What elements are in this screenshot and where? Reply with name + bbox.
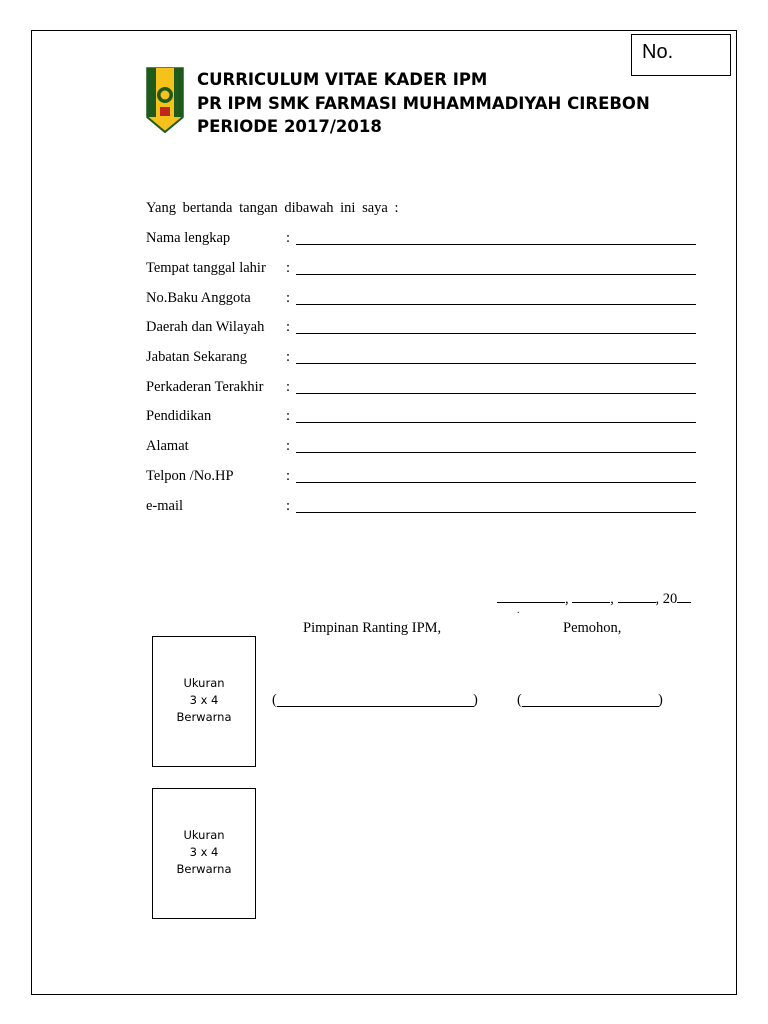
field-input-line[interactable] (296, 482, 696, 483)
number-label: No. (642, 41, 674, 63)
date-day-blank[interactable] (572, 588, 610, 603)
signature-right-open-paren: ( (517, 692, 522, 708)
date-sep-1: , (565, 591, 569, 607)
signature-left-line[interactable] (277, 706, 474, 707)
field-perkaderan-terakhir (146, 379, 696, 399)
signature-left-label: Pimpinan Ranting IPM, (303, 620, 442, 636)
title-line-3: PERIODE 2017/2018 (197, 117, 382, 136)
field-daerah-dan-wilayah (146, 319, 696, 339)
date-sep-2: , (610, 591, 614, 607)
signature-left-open-paren: ( (272, 692, 277, 708)
signature-right-label: Pemohon, (563, 620, 622, 636)
field-colon: : (286, 230, 291, 246)
photo-line-2: 3 x 4 (189, 845, 219, 859)
field-input-line[interactable] (296, 452, 696, 453)
photo-line-3: Berwarna (176, 862, 232, 876)
field-label: Daerah dan Wilayah (146, 319, 265, 335)
field-label: No.Baku Anggota (146, 290, 251, 306)
field-label: Tempat tanggal lahir (146, 260, 266, 276)
signature-right-line[interactable] (522, 706, 659, 707)
field-no-baku-anggota (146, 290, 696, 310)
field-jabatan-sekarang (146, 349, 696, 369)
intro-text: Yang bertanda tangan dibawah ini saya : (146, 200, 399, 216)
date-year-blank[interactable] (677, 588, 691, 603)
field-colon: : (286, 349, 291, 365)
field-label: Jabatan Sekarang (146, 349, 248, 365)
field-input-line[interactable] (296, 422, 696, 423)
field-colon: : (286, 468, 291, 484)
field-input-line[interactable] (296, 244, 696, 245)
document-title (197, 68, 650, 139)
stray-dot: . (517, 605, 520, 616)
field-nama-lengkap (146, 230, 696, 250)
field-colon: : (286, 319, 291, 335)
field-input-line[interactable] (296, 393, 696, 394)
date-month-blank[interactable] (618, 588, 656, 603)
field-input-line[interactable] (296, 363, 696, 364)
ipm-logo-icon (146, 67, 184, 133)
photo-placeholder (152, 788, 256, 919)
field-telpon (146, 468, 696, 488)
field-label: Pendidikan (146, 408, 212, 424)
photo-line-3: Berwarna (176, 710, 232, 724)
date-line (497, 588, 691, 608)
field-colon: : (286, 408, 291, 424)
field-colon: : (286, 438, 291, 454)
title-line-1: CURRICULUM VITAE KADER IPM (197, 70, 488, 89)
field-colon: : (286, 290, 291, 306)
photo-line-2: 3 x 4 (189, 693, 219, 707)
field-input-line[interactable] (296, 333, 696, 334)
signature-right-close-paren: ) (658, 692, 663, 708)
field-input-line[interactable] (296, 274, 696, 275)
field-colon: : (286, 260, 291, 276)
field-input-line[interactable] (296, 304, 696, 305)
photo-placeholder (152, 636, 256, 767)
field-colon: : (286, 498, 291, 514)
field-input-line[interactable] (296, 512, 696, 513)
photo-line-1: Ukuran (183, 828, 225, 842)
title-line-2: PR IPM SMK FARMASI MUHAMMADIYAH CIREBON (197, 93, 650, 113)
signature-left-close-paren: ) (473, 692, 478, 708)
field-label: Nama lengkap (146, 230, 231, 246)
date-place-blank[interactable] (497, 588, 565, 603)
field-alamat (146, 438, 696, 458)
field-label: Telpon /No.HP (146, 468, 234, 484)
photo-line-1: Ukuran (183, 676, 225, 690)
field-colon: : (286, 379, 291, 395)
field-email (146, 498, 696, 518)
field-pendidikan (146, 408, 696, 428)
field-label: e-mail (146, 498, 184, 514)
field-label: Alamat (146, 438, 189, 454)
field-tempat-tanggal-lahir (146, 260, 696, 280)
field-label: Perkaderan Terakhir (146, 379, 264, 395)
date-year-prefix: , 20 (655, 591, 678, 607)
